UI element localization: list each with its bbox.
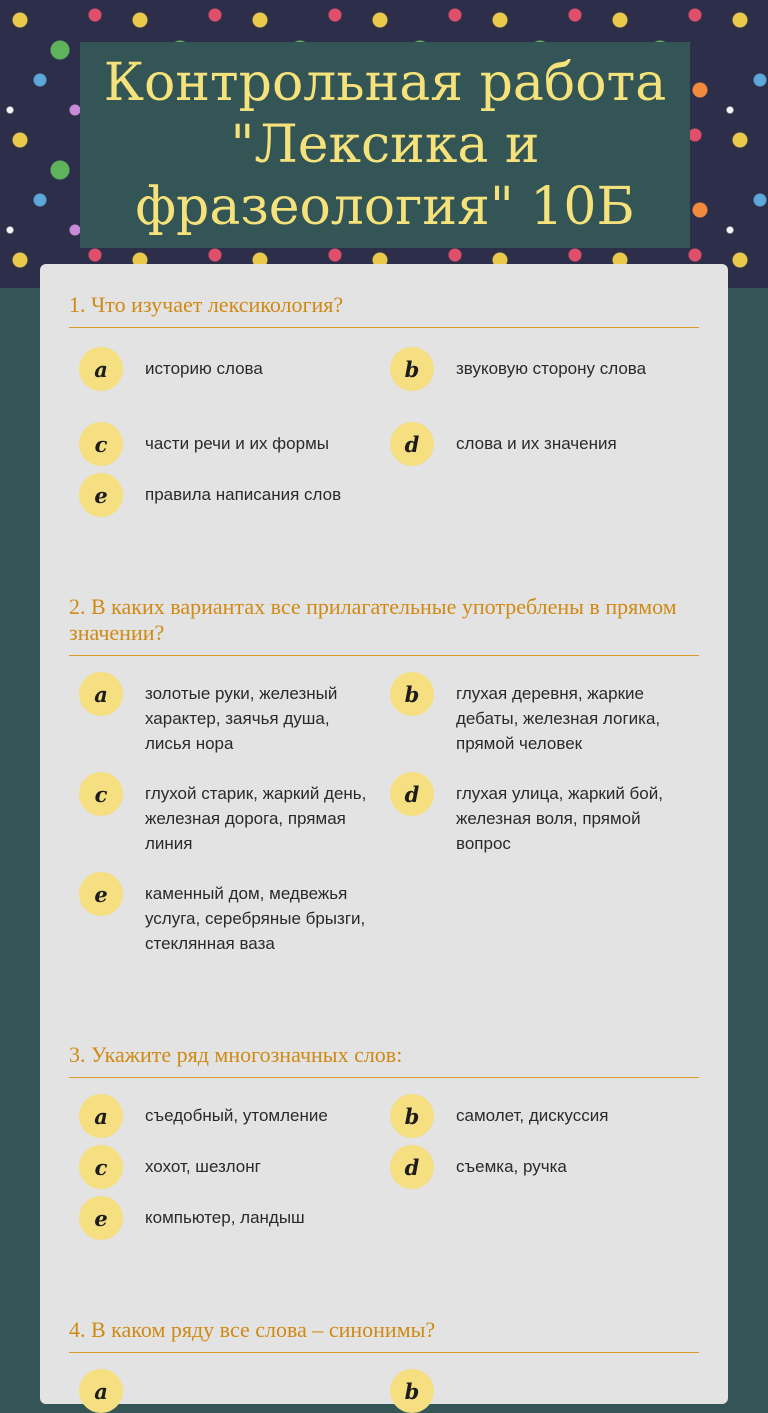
answer-text: глухой старик, жаркий день, железная дорога, прямая линия [145,784,367,853]
answer-letter-badge: b [390,1094,434,1138]
answer-letter-badge: e [79,1196,123,1240]
answer-letter-badge: b [390,1369,434,1413]
question-1 [69,292,699,328]
quiz-card [40,264,728,1404]
answer-text: каменный дом, медвежья услуга, серебряные брызги, стеклянная ваза [145,884,366,953]
answer-letter-badge: c [79,1145,123,1189]
answer-letter-badge: a [79,1369,123,1413]
answer-text: хохот, шезлонг [145,1157,261,1176]
question-3 [69,1042,699,1078]
answer-letter-badge: e [79,872,123,916]
answer-letter-badge: b [390,347,434,391]
answer-text: правила написания слов [145,485,342,504]
title-box [80,42,690,248]
answer-text: глухая улица, жаркий бой, железная воля, прямой вопрос [456,784,663,853]
answer-text: слова и их значения [456,434,617,453]
question-title: 4. В каком ряду все слова – синонимы? [69,1317,699,1353]
answer-letter-badge: d [390,1145,434,1189]
answer-text: золотые руки, железный характер, заячья душа, лисья нора [145,684,338,753]
answer-letter-badge: b [390,672,434,716]
answer-text: съедобный, утомление [145,1106,328,1125]
question-title: 3. Укажите ряд многозначных слов: [69,1042,699,1078]
answer-letter-badge: c [79,772,123,816]
answer-text: звуковую сторону слова [456,359,647,378]
answer-letter-badge: e [79,473,123,517]
answer-letter-badge: a [79,347,123,391]
question-4 [69,1317,699,1353]
answer-letter-badge: d [390,422,434,466]
answer-text: глухая деревня, жаркие дебаты, железная логика, прямой человек [456,684,661,753]
answer-text: самолет, дискуссия [456,1106,609,1125]
answer-letter-badge: c [79,422,123,466]
question-title: 1. Что изучает лексикология? [69,292,699,328]
answer-text: части речи и их формы [145,434,329,453]
answer-text: историю слова [145,359,263,378]
answer-letter-badge: d [390,772,434,816]
page-title: Контрольная работа "Лексика и фразеология" 10Б [103,53,667,237]
question-2 [69,594,699,656]
question-title: 2. В каких вариантах все прилагательные употреблены в прямом значении? [69,594,699,656]
answer-text: съемка, ручка [456,1157,567,1176]
answer-text: компьютер, ландыш [145,1208,305,1227]
answer-letter-badge: a [79,1094,123,1138]
answer-letter-badge: a [79,672,123,716]
